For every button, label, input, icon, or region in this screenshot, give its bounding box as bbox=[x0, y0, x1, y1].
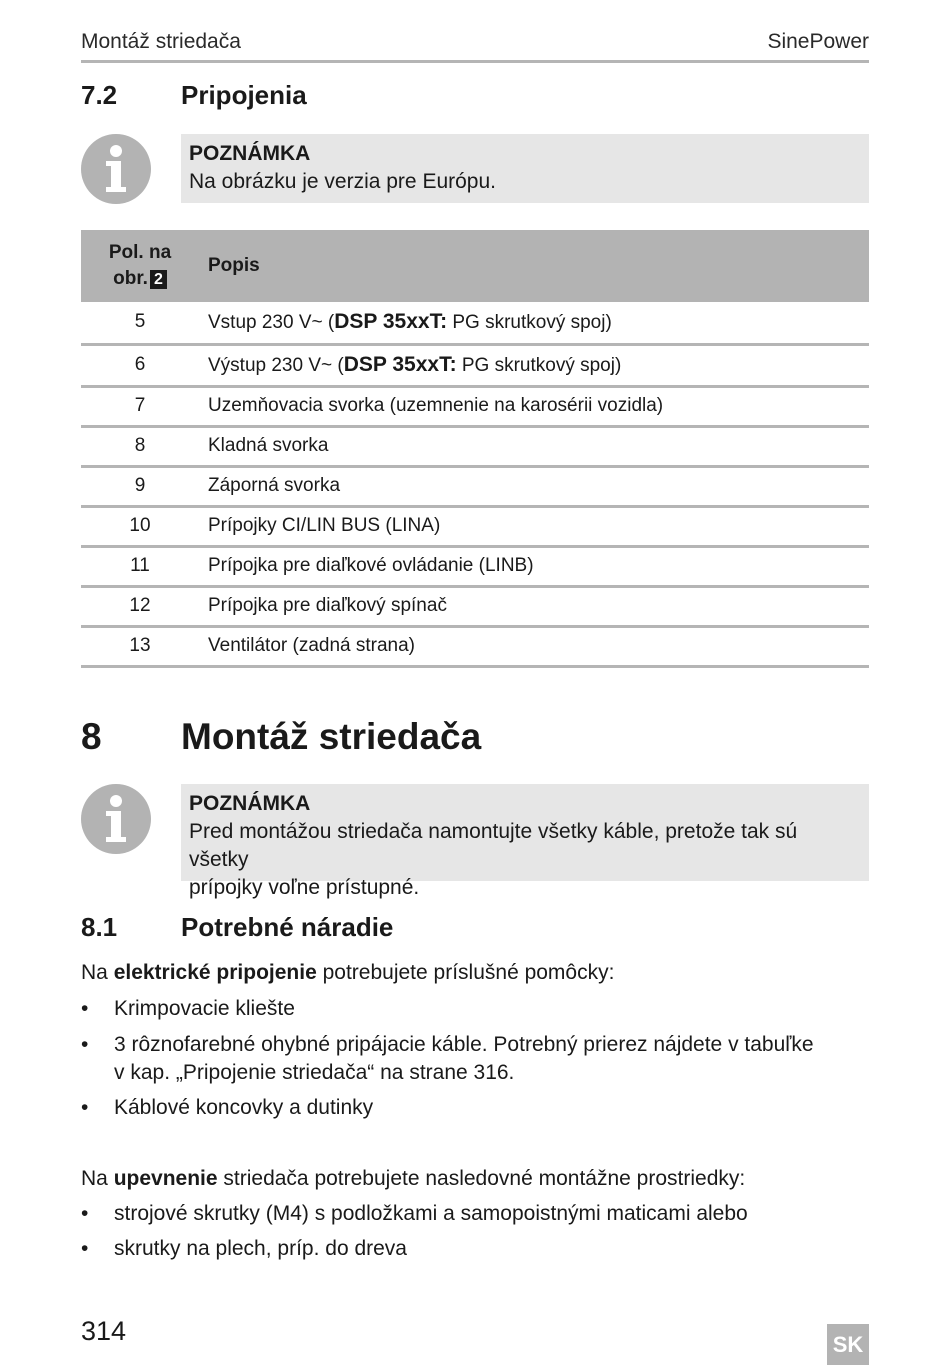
table-row bbox=[81, 386, 869, 426]
row-position: 10 bbox=[81, 506, 199, 546]
row-position: 6 bbox=[81, 344, 199, 386]
connections-table bbox=[81, 230, 869, 668]
bullet-icon: • bbox=[81, 1237, 89, 1260]
note-text: Na obrázku je verzia pre Európu. bbox=[189, 170, 496, 193]
row-description: Prípojka pre diaľkové ovládanie (LINB) bbox=[199, 546, 869, 586]
table-header-row bbox=[81, 230, 869, 302]
table-row bbox=[81, 586, 869, 626]
note-box-2 bbox=[181, 784, 869, 899]
row-position: 8 bbox=[81, 426, 199, 466]
row-position: 7 bbox=[81, 386, 199, 426]
table-row bbox=[81, 626, 869, 666]
header-rule bbox=[81, 60, 869, 63]
table-row bbox=[81, 546, 869, 586]
language-badge: SK bbox=[827, 1324, 869, 1365]
row-position: 12 bbox=[81, 586, 199, 626]
row-description: Prípojka pre diaľkový spínač bbox=[199, 586, 869, 626]
row-description: Prípojky CI/LIN BUS (LINA) bbox=[199, 506, 869, 546]
note-text-line-1: Pred montážou striedača namontujte všetky káble, pretože tak sú všetky bbox=[189, 820, 798, 871]
row-position: 13 bbox=[81, 626, 199, 666]
table-row bbox=[81, 506, 869, 546]
bullet-icon: • bbox=[81, 1202, 89, 1225]
column-header-position: Pol. na obr. 2 bbox=[81, 230, 199, 302]
figure-number-badge: 2 bbox=[150, 270, 167, 289]
chapter-title-8: Montáž striedača bbox=[181, 716, 482, 757]
page-number: 314 bbox=[81, 1316, 127, 1346]
bullet-icon: • bbox=[81, 997, 89, 1020]
note-title: POZNÁMKA bbox=[189, 792, 311, 815]
table-row bbox=[81, 426, 869, 466]
row-description: Vstup 230 V~ (DSP 35xxT: PG skrutkový spoj) bbox=[199, 302, 869, 344]
note-text-line-2: prípojky voľne prístupné. bbox=[189, 876, 420, 899]
section-number-8-1: 8.1 bbox=[81, 912, 118, 942]
section-title-7-2: Pripojenia bbox=[181, 80, 307, 110]
row-description: Ventilátor (zadná strana) bbox=[199, 626, 869, 666]
list-item-continuation: v kap. „Pripojenie striedača“ na strane 316. bbox=[114, 1061, 515, 1084]
running-header-left: Montáž striedača bbox=[81, 30, 241, 53]
row-position: 11 bbox=[81, 546, 199, 586]
note-title: POZNÁMKA bbox=[189, 142, 311, 165]
info-icon bbox=[81, 784, 151, 854]
running-header-right: SinePower bbox=[767, 30, 869, 53]
column-header-description: Popis bbox=[199, 230, 869, 302]
paragraph-mounting: Na upevnenie striedača potrebujete nasledovné montážne prostriedky: bbox=[81, 1167, 746, 1190]
row-description: Záporná svorka bbox=[199, 466, 869, 506]
row-position: 5 bbox=[81, 302, 199, 344]
row-description: Výstup 230 V~ (DSP 35xxT: PG skrutkový spoj) bbox=[199, 344, 869, 386]
table-row bbox=[81, 302, 869, 344]
info-icon bbox=[81, 134, 151, 204]
note-box-1 bbox=[181, 134, 869, 203]
table-row bbox=[81, 344, 869, 386]
table-row bbox=[81, 466, 869, 506]
row-description: Kladná svorka bbox=[199, 426, 869, 466]
row-description: Uzemňovacia svorka (uzemnenie na karosérii vozidla) bbox=[199, 386, 869, 426]
bullet-icon: • bbox=[81, 1033, 89, 1056]
chapter-number-8: 8 bbox=[81, 716, 102, 757]
section-number-7-2: 7.2 bbox=[81, 80, 118, 110]
section-title-8-1: Potrebné náradie bbox=[181, 912, 394, 942]
paragraph-electrical: Na elektrické pripojenie potrebujete príslušné pomôcky: bbox=[81, 961, 615, 984]
row-position: 9 bbox=[81, 466, 199, 506]
bullet-icon: • bbox=[81, 1096, 89, 1119]
